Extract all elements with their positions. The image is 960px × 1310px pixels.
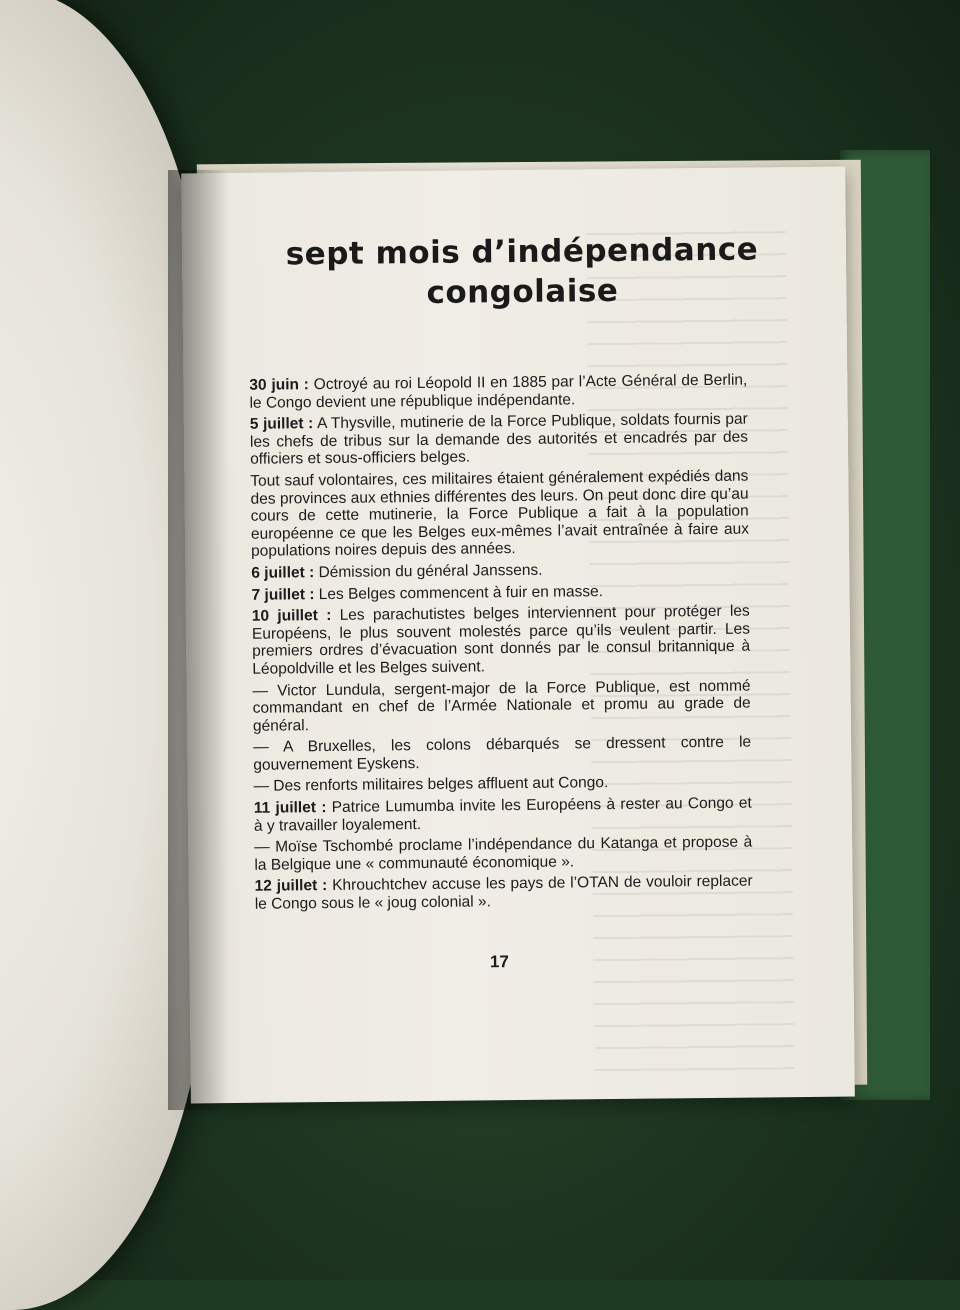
entry-paragraph bbox=[254, 834, 752, 874]
entry-text: — Des renforts militaires belges affluent aut Congo. bbox=[253, 775, 608, 796]
book-page bbox=[181, 167, 855, 1104]
entry-date: 6 juillet : bbox=[251, 564, 314, 582]
entry-paragraph bbox=[252, 603, 751, 679]
entry-paragraph bbox=[255, 873, 753, 913]
entry-paragraph bbox=[251, 560, 749, 583]
entry-date: 30 juin : bbox=[249, 376, 309, 394]
entry-paragraph bbox=[253, 734, 751, 774]
entry-text: Khrouchtchev accuse les pays de l’OTAN de vouloir replacer le Congo sous le « joug colonial ». bbox=[255, 873, 753, 913]
entry-text: Tout sauf volontaires, ces militaires étaient généralement expédiés dans des provinces aux ethnies différentes des leurs. On peut donc dire qu’au cours de cette mutinerie, la Force Publique a fait à la population européenne ce que les Belges eux-mêmes l’avait entraînée à faire aux populations noires depuis des années. bbox=[250, 468, 749, 561]
entry-date: 7 juillet : bbox=[251, 586, 314, 604]
title-line-2: congolaise bbox=[242, 269, 802, 315]
chronology-text bbox=[249, 372, 753, 918]
entry-text: Les parachutistes belges interviennent pour protéger les Européens, le plus souvent molestés parce qu’ils veulent partir. Les premiers ordres d’évacuation sont donnés par le consul britannique à Léopoldville et les Belges suivent. bbox=[252, 603, 750, 678]
title-line-1: sept mois d’indépendance bbox=[242, 229, 802, 275]
entry-text: Les Belges commencent à fuir en masse. bbox=[314, 583, 603, 603]
entry-paragraph bbox=[252, 677, 751, 735]
entry-paragraph bbox=[254, 795, 752, 835]
entry-paragraph bbox=[251, 581, 749, 604]
entry-text: A Thysville, mutinerie de la Force Publique, soldats fournis par les chefs de tribus sur la demande des autorités et encadrés par des officiers et sous-officiers belges. bbox=[250, 411, 748, 468]
entry-text: Octroyé au roi Léopold II en 1885 par l’Acte Général de Berlin, le Congo devient une république indépendante. bbox=[249, 372, 747, 412]
entry-text: — Moïse Tschombé proclame l’indépendance du Katanga et propose à la Belgique une « communauté économique ». bbox=[254, 834, 752, 874]
page-title bbox=[242, 229, 803, 315]
entry-paragraph bbox=[249, 372, 747, 412]
page-number: 17 bbox=[189, 949, 809, 975]
gutter-shadow bbox=[168, 170, 228, 1110]
entry-text: — Victor Lundula, sergent-major de la Force Publique, est nommé commandant en chef de l’Armée Nationale et promu au grade de général. bbox=[252, 677, 750, 734]
entry-paragraph bbox=[250, 468, 749, 561]
entry-date: 5 juillet : bbox=[250, 415, 314, 433]
entry-date: 10 juillet : bbox=[252, 607, 332, 625]
entry-date: 12 juillet : bbox=[255, 877, 328, 895]
entry-text: Démission du général Janssens. bbox=[314, 562, 542, 581]
entry-paragraph bbox=[250, 411, 749, 469]
entry-text: — A Bruxelles, les colons débarqués se dressent contre le gouvernement Eyskens. bbox=[253, 734, 751, 774]
entry-text: Patrice Lumumba invite les Européens à rester au Congo et à y travailler loyalement. bbox=[254, 795, 752, 835]
entry-date: 11 juillet : bbox=[254, 799, 327, 817]
entry-paragraph bbox=[253, 773, 751, 796]
